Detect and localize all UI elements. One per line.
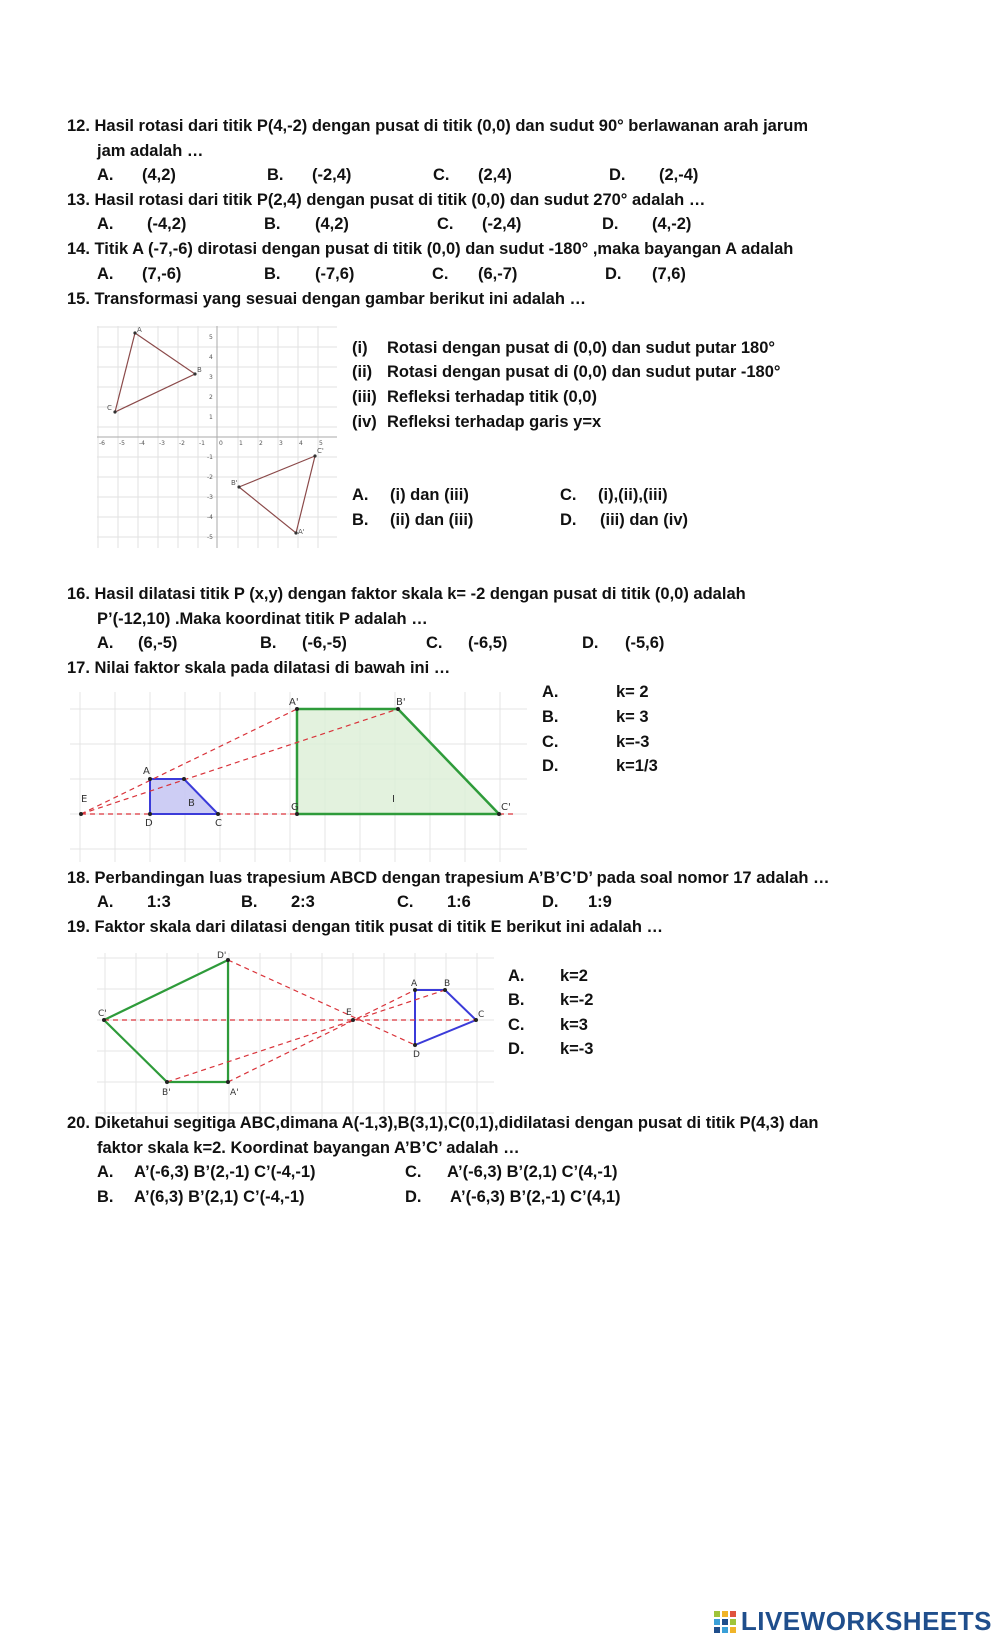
q16-option-b-letter[interactable]: B.	[260, 634, 277, 652]
q13-option-a-letter[interactable]: A.	[97, 215, 114, 233]
q15-label-c: C	[107, 404, 112, 412]
q17-option-c[interactable]: k=-3	[616, 733, 650, 751]
liveworksheets-logo[interactable]	[713, 1606, 992, 1637]
q17-option-c-letter[interactable]: C.	[542, 733, 559, 751]
q15-x-tick: 5	[319, 440, 323, 447]
q15-x-tick: 0	[219, 440, 223, 447]
q12-option-a-letter[interactable]: A.	[97, 166, 114, 184]
q15-x-tick: 2	[259, 440, 263, 447]
q20-option-b-letter[interactable]: B.	[97, 1188, 114, 1206]
q17-label-a-prime: A'	[289, 697, 299, 708]
q15-statement-2: Rotasi dengan pusat di (0,0) dan sudut putar -180°	[387, 363, 781, 381]
q14-option-d-letter[interactable]: D.	[605, 265, 622, 283]
q19-dilation-figure	[97, 953, 494, 1125]
q15-option-a-letter[interactable]: A.	[352, 486, 369, 504]
q15-x-tick: -4	[139, 440, 145, 447]
liveworksheets-logo-text: LIVEWORKSHEETS	[740, 1606, 992, 1636]
q19-label-a-prime: A'	[230, 1088, 239, 1098]
q13-option-d[interactable]: (4,-2)	[652, 215, 692, 233]
q19-text: 19. Faktor skala dari dilatasi dengan titik pusat di titik E berikut ini adalah …	[67, 918, 663, 936]
q16-option-a[interactable]: (6,-5)	[138, 634, 178, 652]
q19-option-a-letter[interactable]: A.	[508, 967, 525, 985]
q16-option-a-letter[interactable]: A.	[97, 634, 114, 652]
q19-label-c: C	[478, 1010, 485, 1020]
q16-text: 16. Hasil dilatasi titik P (x,y) dengan faktor skala k= -2 dengan pusat di titik (0,0) adalah	[67, 585, 746, 603]
q15-x-tick: -2	[179, 440, 185, 447]
q18-option-c-letter[interactable]: C.	[397, 893, 414, 911]
q14-option-b[interactable]: (-7,6)	[315, 265, 355, 283]
q15-y-tick: 3	[209, 374, 213, 381]
q17-dilation-figure	[70, 692, 527, 862]
q17-label-b: B	[188, 798, 195, 809]
q13-option-a[interactable]: (-4,2)	[147, 215, 187, 233]
q15-rotation-figure	[97, 326, 337, 548]
q13-option-c-letter[interactable]: C.	[437, 215, 454, 233]
q19-option-a[interactable]: k=2	[560, 967, 588, 985]
q15-x-tick: 4	[299, 440, 303, 447]
q18-option-d-letter[interactable]: D.	[542, 893, 559, 911]
q15-option-d-letter[interactable]: D.	[560, 511, 577, 529]
q18-option-c[interactable]: 1:6	[447, 893, 471, 911]
q20-option-a-letter[interactable]: A.	[97, 1163, 114, 1181]
q15-label-b: B	[197, 366, 202, 374]
q17-label-i: I	[392, 794, 395, 805]
q15-y-tick: -5	[207, 534, 213, 541]
q14-option-c-letter[interactable]: C.	[432, 265, 449, 283]
q19-label-d-prime: D'	[217, 951, 227, 961]
q15-text: 15. Transformasi yang sesuai dengan gambar berikut ini adalah …	[67, 290, 587, 308]
q15-y-tick: -1	[207, 454, 213, 461]
q15-x-tick: -6	[99, 440, 105, 447]
q19-option-b-letter[interactable]: B.	[508, 991, 525, 1009]
q16-option-c[interactable]: (-6,5)	[468, 634, 508, 652]
q19-label-b-prime: B'	[162, 1088, 171, 1098]
q18-option-b[interactable]: 2:3	[291, 893, 315, 911]
q19-option-d[interactable]: k=-3	[560, 1040, 594, 1058]
q19-option-c-letter[interactable]: C.	[508, 1016, 525, 1034]
q20-text: 20. Diketahui segitiga ABC,dimana A(-1,3),B(3,1),C(0,1),didilatasi dengan pusat di titik P(4,3) dan	[67, 1114, 819, 1132]
q18-option-b-letter[interactable]: B.	[241, 893, 258, 911]
q16-option-d[interactable]: (-5,6)	[625, 634, 665, 652]
q13-option-d-letter[interactable]: D.	[602, 215, 619, 233]
q15-y-tick: 4	[209, 354, 213, 361]
q16-option-c-letter[interactable]: C.	[426, 634, 443, 652]
q16-option-b[interactable]: (-6,-5)	[302, 634, 347, 652]
q12-option-b[interactable]: (-2,4)	[312, 166, 352, 184]
q12-option-c-letter[interactable]: C.	[433, 166, 450, 184]
q20-text-cont: faktor skala k=2. Koordinat bayangan A’B’C’ adalah …	[97, 1139, 520, 1157]
q15-statement-3-num: (iii)	[352, 388, 377, 406]
q19-projection-lines	[104, 960, 476, 1082]
q19-label-c-prime: C'	[98, 1009, 107, 1019]
q15-statement-4: Refleksi terhadap garis y=x	[387, 413, 602, 431]
q17-text: 17. Nilai faktor skala pada dilatasi di bawah ini …	[67, 659, 451, 677]
q15-y-tick: 1	[209, 414, 213, 421]
q17-label-d: D	[145, 818, 153, 829]
q14-option-a-letter[interactable]: A.	[97, 265, 114, 283]
q12-text-cont: jam adalah …	[97, 142, 204, 160]
q19-label-e: E	[346, 1008, 352, 1018]
q15-x-tick: -3	[159, 440, 165, 447]
q15-y-tick: -2	[207, 474, 213, 481]
q15-statement-2-num: (ii)	[352, 363, 373, 381]
q15-label-a-prime: A'	[298, 528, 305, 536]
q17-option-d-letter[interactable]: D.	[542, 757, 559, 775]
q17-option-a[interactable]: k= 2	[616, 683, 649, 701]
q17-option-d[interactable]: k=1/3	[616, 757, 658, 775]
q15-label-a: A	[137, 326, 142, 334]
q12-option-a[interactable]: (4,2)	[142, 166, 176, 184]
q15-x-tick: 1	[239, 440, 243, 447]
q15-label-b-prime: B'	[231, 479, 238, 487]
q19-label-b: B	[444, 979, 451, 989]
q20-option-d-letter[interactable]: D.	[405, 1188, 422, 1206]
q15-statement-3: Refleksi terhadap titik (0,0)	[387, 388, 597, 406]
q14-text: 14. Titik A (-7,-6) dirotasi dengan pusat di titik (0,0) dan sudut -180° ,maka bayangan A adalah	[67, 240, 794, 258]
q15-option-d[interactable]: (iii) dan (iv)	[600, 511, 688, 529]
q18-option-d[interactable]: 1:9	[588, 893, 612, 911]
q13-option-b-letter[interactable]: B.	[264, 215, 281, 233]
q17-label-g: G	[291, 802, 299, 813]
q13-text: 13. Hasil rotasi dari titik P(2,4) dengan pusat di titik (0,0) dan sudut 270° adalah …	[67, 191, 706, 209]
q18-option-a[interactable]: 1:3	[147, 893, 171, 911]
q17-label-c: C	[215, 818, 222, 829]
q12-option-c[interactable]: (2,4)	[478, 166, 512, 184]
q17-option-b[interactable]: k= 3	[616, 708, 649, 726]
q18-text: 18. Perbandingan luas trapesium ABCD dengan trapesium A’B’C’D’ pada soal nomor 17 adalah …	[67, 869, 830, 887]
q12-option-d[interactable]: (2,-4)	[659, 166, 699, 184]
q20-option-d[interactable]: A’(-6,3) B’(2,-1) C’(4,1)	[450, 1188, 621, 1206]
q17-label-e: E	[81, 794, 88, 805]
q20-option-b[interactable]: A’(6,3) B’(2,1) C’(-4,-1)	[134, 1188, 305, 1206]
q20-option-c-letter[interactable]: C.	[405, 1163, 422, 1181]
q15-label-c-prime: C'	[317, 447, 324, 455]
liveworksheets-logo-icon	[713, 1609, 739, 1635]
q15-option-c[interactable]: (i),(ii),(iii)	[598, 486, 668, 504]
q14-option-d[interactable]: (7,6)	[652, 265, 686, 283]
q15-statement-1: Rotasi dengan pusat di (0,0) dan sudut putar 180°	[387, 339, 775, 357]
q15-x-tick: -1	[199, 440, 205, 447]
q20-option-a[interactable]: A’(-6,3) B’(2,-1) C’(-4,-1)	[134, 1163, 316, 1181]
q19-label-a: A	[411, 979, 418, 989]
q17-label-c-prime: C'	[501, 802, 511, 813]
q12-text: 12. Hasil rotasi dari titik P(4,-2) dengan pusat di titik (0,0) dan sudut 90° berlawanan arah jarum	[67, 117, 809, 135]
q19-option-c[interactable]: k=3	[560, 1016, 588, 1034]
q16-text-cont: P’(-12,10) .Maka koordinat titik P adalah …	[97, 610, 428, 628]
q15-y-tick: -4	[207, 514, 213, 521]
q17-option-b-letter[interactable]: B.	[542, 708, 559, 726]
q15-option-b[interactable]: (ii) dan (iii)	[390, 511, 474, 529]
q16-option-d-letter[interactable]: D.	[582, 634, 599, 652]
q15-y-tick: 2	[209, 394, 213, 401]
q17-option-a-letter[interactable]: A.	[542, 683, 559, 701]
q15-x-tick: -5	[119, 440, 125, 447]
q19-option-b[interactable]: k=-2	[560, 991, 594, 1009]
q19-label-d: D	[413, 1050, 420, 1060]
q12-option-b-letter[interactable]: B.	[267, 166, 284, 184]
q13-option-c[interactable]: (-2,4)	[482, 215, 522, 233]
q19-quad-image	[104, 960, 228, 1082]
q18-option-a-letter[interactable]: A.	[97, 893, 114, 911]
q13-option-b[interactable]: (4,2)	[315, 215, 349, 233]
q14-option-a[interactable]: (7,-6)	[142, 265, 182, 283]
q15-triangle-abc-image	[239, 456, 315, 533]
q20-option-c[interactable]: A’(-6,3) B’(2,1) C’(4,-1)	[447, 1163, 618, 1181]
q14-option-b-letter[interactable]: B.	[264, 265, 281, 283]
q15-statement-4-num: (iv)	[352, 413, 377, 431]
q15-statement-1-num: (i)	[352, 339, 368, 357]
q17-trapezoid-image	[297, 709, 499, 814]
q15-option-a[interactable]: (i) dan (iii)	[390, 486, 469, 504]
q14-option-c[interactable]: (6,-7)	[478, 265, 518, 283]
q15-y-tick: 5	[209, 334, 213, 341]
q15-option-c-letter[interactable]: C.	[560, 486, 577, 504]
q15-x-tick: 3	[279, 440, 283, 447]
q15-triangle-abc	[115, 333, 195, 412]
q17-trapezoid-original	[150, 779, 218, 814]
q15-y-tick: -3	[207, 494, 213, 501]
q12-option-d-letter[interactable]: D.	[609, 166, 626, 184]
q19-option-d-letter[interactable]: D.	[508, 1040, 525, 1058]
q15-x-tick-labels	[99, 440, 323, 447]
q17-label-a: A	[143, 766, 150, 777]
q15-option-b-letter[interactable]: B.	[352, 511, 369, 529]
q17-label-b-prime: B'	[396, 697, 406, 708]
